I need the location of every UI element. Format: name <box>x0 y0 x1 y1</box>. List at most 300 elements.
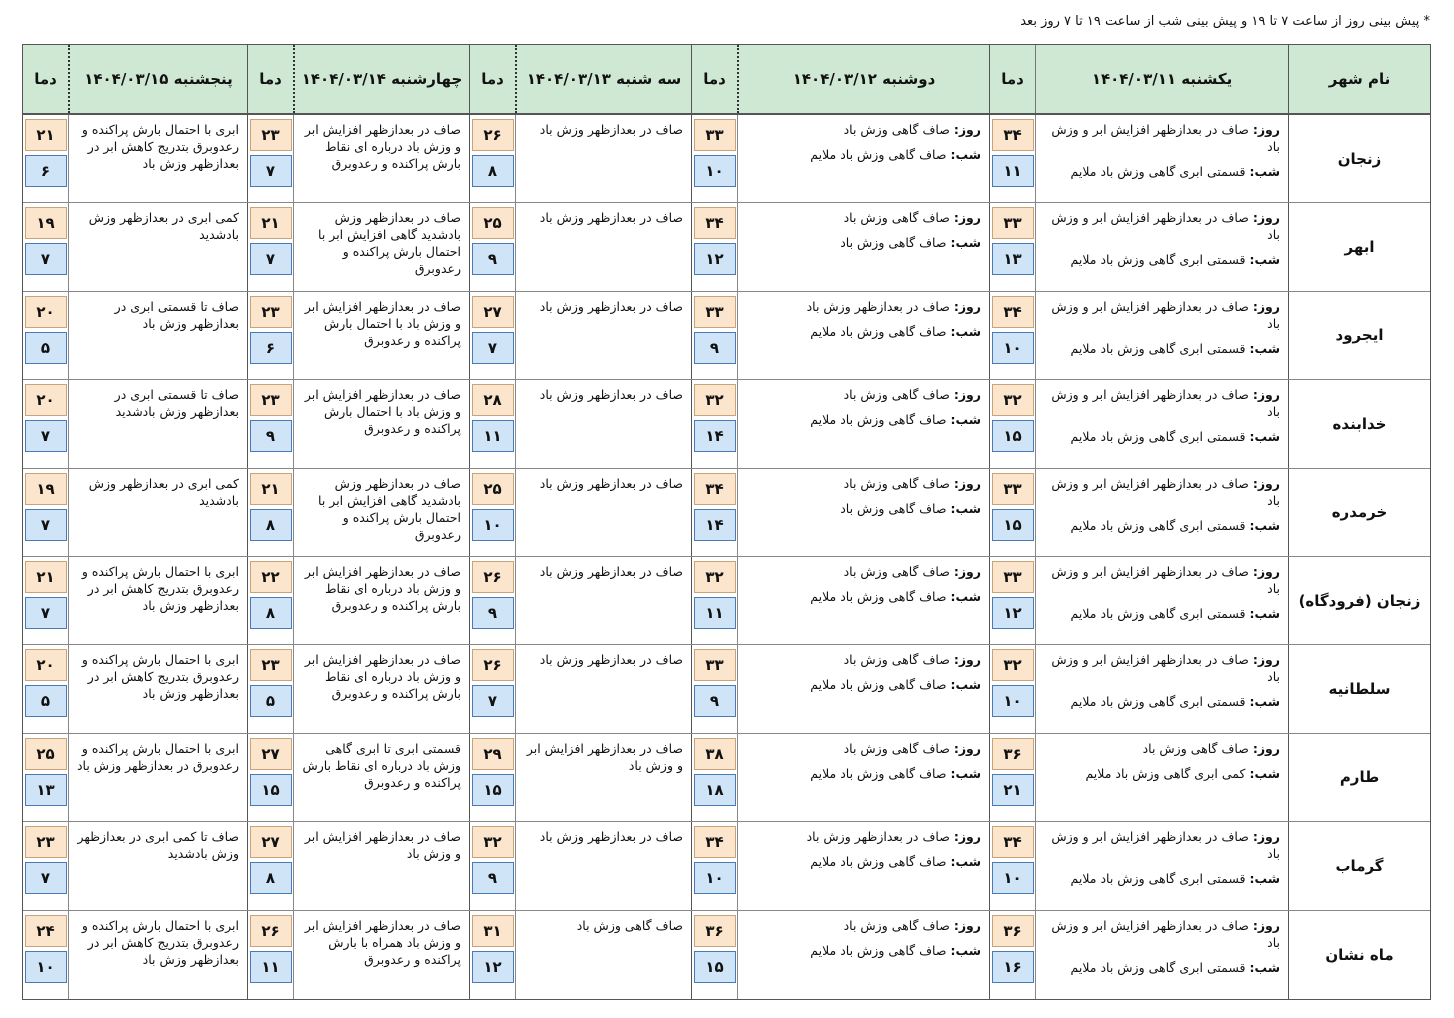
day-label: روز: <box>953 475 981 491</box>
day-text: صاف گاهی وزش باد <box>843 652 950 668</box>
temp-cell <box>691 292 737 379</box>
night-text: صاف گاهی وزش باد ملایم <box>810 677 947 693</box>
day-label: روز: <box>953 298 981 314</box>
forecast-text: صاف در بعدازظهر وزش باد <box>515 380 691 467</box>
day-label: روز: <box>1252 122 1280 137</box>
max-temp: ۳۴ <box>992 296 1034 328</box>
table-row <box>23 911 1430 999</box>
header-temp: دما <box>247 45 293 113</box>
forecast-text: صاف در بعدازظهر افزایش ابر و وزش باد با احتمال بارش پراکنده و رعدوبرق <box>293 292 469 379</box>
forecast-day-night <box>737 115 989 202</box>
temp-cell <box>989 380 1035 467</box>
min-temp: ۱۲ <box>472 951 514 983</box>
temp-cell <box>989 203 1035 290</box>
max-temp: ۲۰ <box>25 384 67 416</box>
day-forecast <box>1042 475 1280 509</box>
city-name: خرمدره <box>1288 469 1430 556</box>
day-text: صاف در بعدازظهر افزایش ابر و وزش باد <box>1051 210 1280 243</box>
min-temp: ۸ <box>472 155 514 187</box>
night-label: شب: <box>950 412 981 428</box>
max-temp: ۲۱ <box>25 119 67 151</box>
night-text: صاف گاهی وزش باد ملایم <box>810 323 947 339</box>
day-forecast <box>1042 121 1280 155</box>
night-text: صاف گاهی وزش باد ملایم <box>810 147 947 162</box>
day-forecast <box>744 651 981 668</box>
temp-cell <box>247 380 293 467</box>
day-text: صاف در بعدازظهر افزایش ابر و وزش باد <box>1051 652 1280 685</box>
temp-cell <box>469 822 515 909</box>
max-temp: ۱۹ <box>25 473 67 505</box>
night-forecast <box>1042 517 1280 534</box>
day-text: صاف در بعدازظهر افزایش ابر و وزش باد <box>1051 387 1280 420</box>
forecast-day-night <box>1035 911 1288 999</box>
night-label: شب: <box>1249 605 1280 621</box>
day-text: صاف در بعدازظهر افزایش ابر و وزش باد <box>1051 563 1280 596</box>
night-label: شب: <box>950 235 981 251</box>
max-temp: ۳۳ <box>992 561 1034 593</box>
night-forecast <box>1042 765 1280 782</box>
day-text: صاف گاهی وزش باد <box>843 210 950 226</box>
max-temp: ۳۴ <box>992 826 1034 858</box>
min-temp: ۱۳ <box>25 774 67 806</box>
temp-cell <box>23 380 68 467</box>
night-forecast <box>744 853 981 870</box>
forecast-text: صاف در بعدازظهر وزش باد <box>515 469 691 556</box>
forecast-text: صاف در بعدازظهر افزایش ابر و وزش باد <box>293 822 469 909</box>
table-row <box>23 557 1430 645</box>
city-name: طارم <box>1288 734 1430 821</box>
night-label: شب: <box>950 323 981 339</box>
min-temp: ۷ <box>472 332 514 364</box>
forecast-text: قسمتی ابری تا ابری گاهی وزش باد درباره ای نقاط بارش پراکنده و رعدوبرق <box>293 734 469 821</box>
min-temp: ۸ <box>250 862 292 894</box>
max-temp: ۳۱ <box>472 915 514 947</box>
table-row <box>23 380 1430 468</box>
max-temp: ۳۴ <box>694 473 736 505</box>
table-row <box>23 734 1430 822</box>
temp-cell <box>469 911 515 999</box>
table-row <box>23 115 1430 203</box>
night-text: صاف گاهی وزش باد ملایم <box>810 588 947 604</box>
forecast-day-night <box>737 734 989 821</box>
city-name: ابهر <box>1288 203 1430 290</box>
day-forecast <box>1042 386 1280 420</box>
night-text: صاف گاهی وزش باد ملایم <box>810 854 947 870</box>
day-label: روز: <box>953 917 981 933</box>
day-text: صاف در بعدازظهر افزایش ابر و وزش باد <box>1051 475 1280 508</box>
day-forecast <box>744 917 981 934</box>
night-label: شب: <box>950 147 981 162</box>
night-forecast <box>744 676 981 693</box>
forecast-day-night <box>1035 645 1288 732</box>
max-temp: ۲۶ <box>472 649 514 681</box>
night-text: کمی ابری گاهی وزش باد ملایم <box>1085 765 1246 781</box>
max-temp: ۲۷ <box>472 296 514 328</box>
forecast-text: صاف در بعدازظهر وزش بادشدید گاهی افزایش ابر با احتمال بارش پراکنده و رعدوبرق <box>293 203 469 290</box>
temp-cell <box>469 557 515 644</box>
max-temp: ۳۶ <box>992 738 1034 770</box>
temp-cell <box>23 292 68 379</box>
forecast-text: صاف در بعدازظهر وزش باد <box>515 557 691 644</box>
night-label: شب: <box>950 677 981 693</box>
temp-cell <box>23 822 68 909</box>
min-temp: ۵ <box>250 685 292 717</box>
header-day-4: چهارشنبه ۱۴۰۴/۰۳/۱۴ <box>293 45 469 113</box>
max-temp: ۲۵ <box>472 207 514 239</box>
max-temp: ۲۳ <box>250 384 292 416</box>
min-temp: ۸ <box>250 597 292 629</box>
temp-cell <box>469 734 515 821</box>
day-forecast <box>744 209 981 226</box>
night-forecast <box>744 588 981 605</box>
night-label: شب: <box>1249 164 1280 179</box>
min-temp: ۱۵ <box>992 509 1034 541</box>
night-forecast <box>1042 163 1280 180</box>
forecast-day-night <box>737 557 989 644</box>
temp-cell <box>247 557 293 644</box>
night-text: قسمتی ابری گاهی وزش باد ملایم <box>1070 517 1246 533</box>
forecast-text: صاف تا قسمتی ابری در بعدازظهر وزش باد <box>68 292 247 379</box>
max-temp: ۲۶ <box>250 915 292 947</box>
night-label: شب: <box>1249 429 1280 445</box>
temp-cell <box>691 645 737 732</box>
temp-cell <box>23 557 68 644</box>
day-forecast <box>1042 740 1280 757</box>
day-text: صاف گاهی وزش باد <box>843 740 950 756</box>
table-row <box>23 822 1430 910</box>
temp-cell <box>469 115 515 202</box>
min-temp: ۱۲ <box>992 597 1034 629</box>
min-temp: ۱۴ <box>694 509 736 541</box>
night-label: شب: <box>950 500 981 516</box>
temp-cell <box>691 380 737 467</box>
temp-cell <box>23 734 68 821</box>
night-text: صاف گاهی وزش باد ملایم <box>810 942 947 958</box>
night-forecast <box>744 411 981 428</box>
day-forecast <box>744 563 981 580</box>
temp-cell <box>23 115 68 202</box>
min-temp: ۱۵ <box>694 951 736 983</box>
day-label: روز: <box>953 740 981 756</box>
forecast-day-night <box>1035 115 1288 202</box>
min-temp: ۱۰ <box>472 509 514 541</box>
forecast-text: صاف در بعدازظهر افزایش ابر و وزش باد درباره ای نقاط بارش پراکنده و رعدوبرق <box>293 115 469 202</box>
day-text: صاف گاهی وزش باد <box>1142 740 1249 756</box>
min-temp: ۱۱ <box>992 155 1034 187</box>
forecast-text: صاف در بعدازظهر وزش باد <box>515 115 691 202</box>
temp-cell <box>989 115 1035 202</box>
min-temp: ۶ <box>250 332 292 364</box>
temp-cell <box>989 557 1035 644</box>
max-temp: ۲۷ <box>250 826 292 858</box>
max-temp: ۳۴ <box>992 119 1034 151</box>
temp-cell <box>469 469 515 556</box>
min-temp: ۷ <box>250 155 292 187</box>
night-forecast <box>1042 693 1280 710</box>
table-row <box>23 292 1430 380</box>
day-label: روز: <box>1252 829 1280 845</box>
temp-cell <box>469 292 515 379</box>
day-label: روز: <box>953 652 981 668</box>
night-label: شب: <box>950 765 981 781</box>
forecast-day-night <box>737 380 989 467</box>
city-name: ایجرود <box>1288 292 1430 379</box>
day-label: روز: <box>1252 210 1280 226</box>
forecast-day-night <box>737 645 989 732</box>
night-forecast <box>744 942 981 959</box>
night-label: شب: <box>1249 765 1280 781</box>
day-text: صاف گاهی وزش باد <box>843 475 950 491</box>
day-label: روز: <box>1252 563 1280 579</box>
day-forecast <box>1042 298 1280 332</box>
max-temp: ۲۶ <box>472 561 514 593</box>
day-forecast <box>1042 651 1280 685</box>
temp-cell <box>989 734 1035 821</box>
min-temp: ۷ <box>25 420 67 452</box>
forecast-text: ابری با احتمال بارش پراکنده و رعدوبرق بتدریج کاهش ابر در بعدازظهر وزش باد <box>68 115 247 202</box>
night-text: صاف گاهی وزش باد <box>840 235 947 251</box>
temp-cell <box>469 645 515 732</box>
max-temp: ۲۰ <box>25 296 67 328</box>
table-body <box>23 115 1430 999</box>
day-text: صاف گاهی وزش باد <box>843 563 950 579</box>
temp-cell <box>23 469 68 556</box>
forecast-day-night <box>1035 822 1288 909</box>
max-temp: ۳۴ <box>694 207 736 239</box>
temp-cell <box>247 292 293 379</box>
day-label: روز: <box>953 122 981 137</box>
night-forecast <box>744 146 981 163</box>
header-temp: دما <box>691 45 737 113</box>
forecast-table <box>22 44 1431 1000</box>
max-temp: ۲۷ <box>250 738 292 770</box>
min-temp: ۱۰ <box>992 862 1034 894</box>
min-temp: ۲۱ <box>992 774 1034 806</box>
forecast-text: صاف تا قسمتی ابری در بعدازظهر وزش بادشدید <box>68 380 247 467</box>
max-temp: ۳۲ <box>992 384 1034 416</box>
day-forecast <box>1042 563 1280 597</box>
min-temp: ۷ <box>25 509 67 541</box>
max-temp: ۳۸ <box>694 738 736 770</box>
forecast-text: صاف در بعدازظهر افزایش ابر و وزش باد درباره ای نقاط بارش پراکنده و رعدوبرق <box>293 557 469 644</box>
min-temp: ۷ <box>25 862 67 894</box>
forecast-text: ابری با احتمال بارش پراکنده و رعدوبرق بتدریج کاهش ابر در بعدازظهر وزش باد <box>68 645 247 732</box>
forecast-text: کمی ابری در بعدازظهر وزش بادشدید <box>68 469 247 556</box>
min-temp: ۱۰ <box>992 685 1034 717</box>
forecast-text: صاف در بعدازظهر وزش بادشدید گاهی افزایش ابر با احتمال بارش پراکنده و رعدوبرق <box>293 469 469 556</box>
night-forecast <box>1042 340 1280 357</box>
day-forecast <box>744 828 981 845</box>
temp-cell <box>691 469 737 556</box>
city-name: زنجان (فرودگاه) <box>1288 557 1430 644</box>
forecast-day-night <box>737 911 989 999</box>
day-text: صاف در بعدازظهر افزایش ابر و وزش باد <box>1051 122 1280 154</box>
table-row <box>23 203 1430 291</box>
forecast-day-night <box>737 822 989 909</box>
night-text: قسمتی ابری گاهی وزش باد ملایم <box>1070 605 1246 621</box>
min-temp: ۷ <box>25 597 67 629</box>
day-forecast <box>1042 828 1280 862</box>
day-label: روز: <box>1252 387 1280 403</box>
city-name: گرماب <box>1288 822 1430 909</box>
max-temp: ۲۳ <box>250 296 292 328</box>
header-city: نام شهر <box>1288 45 1430 113</box>
temp-cell <box>247 115 293 202</box>
max-temp: ۳۴ <box>694 826 736 858</box>
max-temp: ۳۳ <box>992 473 1034 505</box>
night-forecast <box>1042 428 1280 445</box>
max-temp: ۳۲ <box>694 384 736 416</box>
header-day-3: سه شنبه ۱۴۰۴/۰۳/۱۳ <box>515 45 691 113</box>
day-text: صاف در بعدازظهر افزایش ابر و وزش باد <box>1051 298 1280 331</box>
forecast-text: صاف در بعدازظهر افزایش ابر و وزش باد <box>515 734 691 821</box>
temp-cell <box>691 822 737 909</box>
day-label: روز: <box>1252 475 1280 491</box>
forecast-text: کمی ابری در بعدازظهر وزش بادشدید <box>68 203 247 290</box>
day-forecast <box>1042 917 1280 951</box>
night-text: صاف گاهی وزش باد ملایم <box>810 412 947 428</box>
min-temp: ۱۵ <box>250 774 292 806</box>
max-temp: ۳۲ <box>694 561 736 593</box>
min-temp: ۹ <box>472 243 514 275</box>
night-text: قسمتی ابری گاهی وزش باد ملایم <box>1070 252 1246 268</box>
forecast-text: ابری با احتمال بارش پراکنده و رعدوبرق بتدریج کاهش ابر در بعدازظهر وزش باد <box>68 557 247 644</box>
table-header <box>23 45 1430 115</box>
city-name: خدابنده <box>1288 380 1430 467</box>
forecast-text: صاف در بعدازظهر وزش باد <box>515 292 691 379</box>
max-temp: ۲۱ <box>25 561 67 593</box>
city-name: ماه نشان <box>1288 911 1430 999</box>
forecast-text: صاف گاهی وزش باد <box>515 911 691 999</box>
day-text: صاف در بعدازظهر وزش باد <box>806 298 950 314</box>
night-label: شب: <box>1249 694 1280 710</box>
night-label: شب: <box>950 588 981 604</box>
night-forecast <box>1042 605 1280 622</box>
day-text: صاف در بعدازظهر افزایش ابر و وزش باد <box>1051 829 1280 862</box>
min-temp: ۱۵ <box>992 420 1034 452</box>
temp-cell <box>989 469 1035 556</box>
min-temp: ۱۰ <box>694 862 736 894</box>
night-text: قسمتی ابری گاهی وزش باد ملایم <box>1070 340 1246 356</box>
night-forecast <box>1042 959 1280 976</box>
min-temp: ۵ <box>25 685 67 717</box>
temp-cell <box>691 115 737 202</box>
max-temp: ۲۱ <box>250 473 292 505</box>
temp-cell <box>247 822 293 909</box>
min-temp: ۱۶ <box>992 951 1034 983</box>
header-temp: دما <box>989 45 1035 113</box>
temp-cell <box>23 911 68 999</box>
temp-cell <box>691 911 737 999</box>
city-name: زنجان <box>1288 115 1430 202</box>
max-temp: ۳۳ <box>694 296 736 328</box>
night-label: شب: <box>950 854 981 870</box>
day-text: صاف در بعدازظهر افزایش ابر و وزش باد <box>1051 917 1280 950</box>
temp-cell <box>247 469 293 556</box>
temp-cell <box>989 822 1035 909</box>
forecast-text: صاف در بعدازظهر افزایش ابر و وزش باد با احتمال بارش پراکنده و رعدوبرق <box>293 380 469 467</box>
day-label: روز: <box>1252 917 1280 933</box>
forecast-day-night <box>737 292 989 379</box>
day-label: روز: <box>1252 652 1280 668</box>
day-label: روز: <box>953 210 981 226</box>
night-label: شب: <box>950 942 981 958</box>
max-temp: ۲۳ <box>250 649 292 681</box>
day-label: روز: <box>953 387 981 403</box>
forecast-text: ابری با احتمال بارش پراکنده و رعدوبرق بتدریج کاهش ابر در بعدازظهر وزش باد <box>68 911 247 999</box>
forecast-day-night <box>737 469 989 556</box>
forecast-text: صاف در بعدازظهر افزایش ابر و وزش باد همراه با بارش پراکنده و رعدوبرق <box>293 911 469 999</box>
night-forecast <box>744 323 981 340</box>
forecast-day-night <box>1035 292 1288 379</box>
city-name: سلطانیه <box>1288 645 1430 732</box>
header-day-1: یکشنبه ۱۴۰۴/۰۳/۱۱ <box>1035 45 1288 113</box>
max-temp: ۳۲ <box>472 826 514 858</box>
max-temp: ۳۳ <box>694 119 736 151</box>
max-temp: ۲۵ <box>25 738 67 770</box>
temp-cell <box>691 557 737 644</box>
night-text: صاف گاهی وزش باد ملایم <box>810 765 947 781</box>
forecast-day-night <box>737 203 989 290</box>
day-label: روز: <box>1252 298 1280 314</box>
max-temp: ۳۶ <box>694 915 736 947</box>
max-temp: ۲۴ <box>25 915 67 947</box>
day-label: روز: <box>953 829 981 845</box>
day-forecast <box>744 386 981 403</box>
forecast-day-night <box>1035 734 1288 821</box>
day-text: صاف گاهی وزش باد <box>843 917 950 933</box>
night-label: شب: <box>1249 871 1280 887</box>
temp-cell <box>691 203 737 290</box>
day-text: صاف در بعدازظهر وزش باد <box>806 829 950 845</box>
night-text: قسمتی ابری گاهی وزش باد ملایم <box>1070 164 1246 179</box>
min-temp: ۹ <box>250 420 292 452</box>
temp-cell <box>23 645 68 732</box>
temp-cell <box>989 645 1035 732</box>
max-temp: ۳۳ <box>694 649 736 681</box>
night-forecast <box>744 234 981 251</box>
min-temp: ۱۵ <box>472 774 514 806</box>
temp-cell <box>989 292 1035 379</box>
temp-cell <box>469 203 515 290</box>
temp-cell <box>247 734 293 821</box>
max-temp: ۲۶ <box>472 119 514 151</box>
forecast-day-night <box>1035 557 1288 644</box>
day-forecast <box>744 121 981 138</box>
night-forecast <box>744 765 981 782</box>
forecast-day-night <box>1035 380 1288 467</box>
day-text: صاف گاهی وزش باد <box>843 387 950 403</box>
temp-cell <box>247 203 293 290</box>
temp-cell <box>247 645 293 732</box>
min-temp: ۱۰ <box>992 332 1034 364</box>
day-forecast <box>744 475 981 492</box>
forecast-note: * پیش بینی روز از ساعت ۷ تا ۱۹ و پیش بینی شب از ساعت ۱۹ تا ۷ روز بعد <box>1020 14 1430 29</box>
temp-cell <box>469 380 515 467</box>
max-temp: ۲۳ <box>25 826 67 858</box>
min-temp: ۷ <box>25 243 67 275</box>
temp-cell <box>247 911 293 999</box>
max-temp: ۲۳ <box>250 119 292 151</box>
min-temp: ۱۰ <box>694 155 736 187</box>
max-temp: ۲۵ <box>472 473 514 505</box>
min-temp: ۷ <box>472 685 514 717</box>
max-temp: ۳۲ <box>992 649 1034 681</box>
night-label: شب: <box>1249 959 1280 975</box>
forecast-text: صاف در بعدازظهر افزایش ابر و وزش باد درباره ای نقاط بارش پراکنده و رعدوبرق <box>293 645 469 732</box>
day-forecast <box>744 298 981 315</box>
max-temp: ۲۹ <box>472 738 514 770</box>
